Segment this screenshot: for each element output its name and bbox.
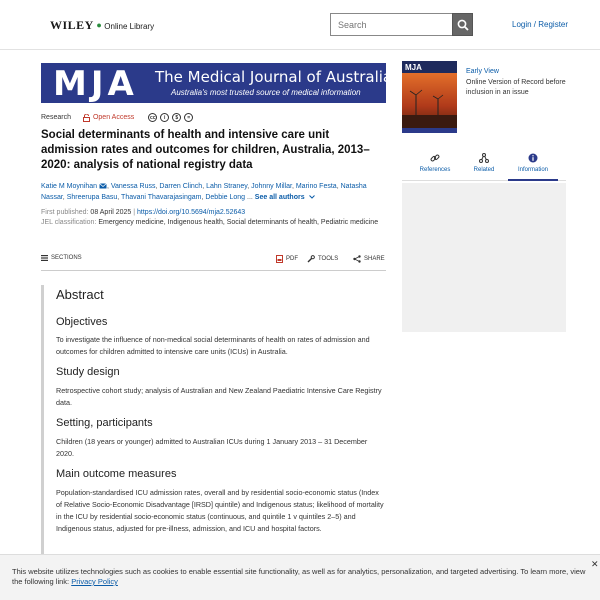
share-icon <box>353 255 361 263</box>
article-toolbar <box>41 255 386 267</box>
close-icon[interactable]: ✕ <box>591 559 599 569</box>
author-link[interactable]: Thavani Thavarajasingam <box>121 194 202 201</box>
network-icon <box>479 153 489 163</box>
author-link[interactable]: Vanessa Russ <box>110 183 156 190</box>
sections-button[interactable] <box>41 255 82 261</box>
tab-information[interactable] <box>508 148 558 181</box>
logo-dot-icon: ● <box>93 20 105 30</box>
objectives-text: To investigate the influence of non-medical social determinants of health on rates of admission and outcomes for children admitted to intensive care units (ICUs) in Australia. <box>56 335 370 356</box>
login-register-link[interactable]: Login / Register <box>512 20 569 29</box>
search-icon <box>457 19 469 31</box>
cc-icon: cc <box>149 114 156 121</box>
cover-label: MJA <box>405 63 422 72</box>
toolbar-divider <box>41 270 386 271</box>
sidebar-tabs <box>402 148 566 181</box>
pdf-icon <box>276 255 283 263</box>
nd-icon: = <box>184 113 193 122</box>
share-button[interactable] <box>353 255 385 263</box>
author-list: Katie M Moynihan , Vanessa Russ, Darren Clinch, Lahn Straney, Johnny Millar, Marino Festa, Natasha Nassar, Shreerupa Basu, Thavani Thavarajasingam, Debbie Long ... See all authors <box>41 183 367 201</box>
author-link[interactable]: Lahn Straney <box>206 183 248 190</box>
wrench-icon <box>307 255 315 263</box>
sections-label: SECTIONS <box>51 255 82 261</box>
cover-footer <box>402 128 457 133</box>
search-button[interactable] <box>452 13 473 36</box>
outcome-text: Population-standardised ICU admission rates, overall and by residential socio-economic status (Index of Relative Socio-Economic Disadvantage [IRSD] quintile) and Indigenous status; likelihood of mortality in the ICU by residential socio-economic status (continuous, and quintile 1 v quintiles 2–5) and Indigenous status, adjusted for pre-illness, admission, and ICU and hospital factors. <box>56 488 384 533</box>
author-link[interactable]: Katie M Moynihan <box>41 183 98 190</box>
tab-information-label: Information <box>517 167 548 173</box>
site-header <box>0 0 600 50</box>
early-view-title[interactable]: Early View <box>466 68 499 75</box>
search-input[interactable] <box>330 13 452 36</box>
by-icon: i <box>160 113 169 122</box>
journal-cover-image[interactable] <box>402 61 457 133</box>
author-link[interactable]: Debbie Long <box>205 194 246 201</box>
author-link[interactable]: Natasha Nassar <box>41 183 367 201</box>
email-icon[interactable] <box>99 183 107 189</box>
abstract-section <box>41 285 386 555</box>
abstract-heading: Abstract <box>56 287 104 302</box>
journal-banner[interactable] <box>41 63 393 104</box>
tools-label: TOOLS <box>318 256 339 262</box>
tab-references-label: References <box>419 167 451 173</box>
journal-acronym: MJA <box>53 64 138 104</box>
tab-related-label: Related <box>473 167 495 173</box>
study-design-text: Retrospective cohort study; analysis of Australian and New Zealand Paediatric Intensive Care Registry data. <box>56 386 382 407</box>
jel-label: JEL classification: <box>41 219 97 226</box>
nc-icon: $ <box>172 113 181 122</box>
wind-turbines-graphic <box>402 73 457 128</box>
journal-tagline: Australia's most trusted source of medical information <box>171 88 361 97</box>
journal-title: The Medical Journal of Australia <box>155 68 393 86</box>
doi-link[interactable]: https://doi.org/10.5694/mja2.52643 <box>137 209 246 216</box>
article-meta-row <box>41 113 193 122</box>
open-lock-icon <box>83 114 90 122</box>
license-icons[interactable] <box>148 113 193 122</box>
first-published-label: First published: <box>41 209 89 216</box>
pdf-button[interactable] <box>276 255 298 263</box>
tools-button[interactable] <box>307 255 338 263</box>
setting-text: Children (18 years or younger) admitted to Australian ICUs during 1 January 2013 – 31 December 2020. <box>56 437 368 458</box>
publication-info: First published: 08 April 2025 | https://doi.org/10.5694/mja2.52643 JEL classification: Emergency medicine, Indigenous health, Social determinants of health, Pediatric medicine <box>41 209 379 226</box>
see-all-authors-button[interactable]: See all authors <box>254 194 305 201</box>
chevron-down-icon <box>309 195 315 199</box>
list-icon <box>41 255 48 261</box>
logo-brand: WILEY <box>50 18 94 32</box>
article-type: Research <box>41 114 71 121</box>
pdf-label: PDF <box>286 256 298 262</box>
setting-heading: Setting, participants <box>56 417 153 429</box>
logo-library: Online Library <box>104 22 155 31</box>
cookie-text: This website utilizes technologies such as cookies to enable essential site functionality, as well as for analytics, personalization, and targeted advertising. To learn more, view the following link: <box>12 567 586 586</box>
wiley-logo[interactable] <box>50 18 154 33</box>
link-icon <box>430 153 440 163</box>
open-access-badge <box>83 114 134 122</box>
first-published-date: 08 April 2025 <box>90 209 132 216</box>
jel-classification: Emergency medicine, Indigenous health, Social determinants of health, Pediatric medicine <box>98 219 379 226</box>
author-link[interactable]: Marino Festa <box>295 183 337 190</box>
author-link[interactable]: Shreerupa Basu <box>66 194 118 201</box>
tab-references[interactable] <box>410 148 460 181</box>
outcome-heading: Main outcome measures <box>56 468 177 480</box>
cookie-banner <box>0 554 600 600</box>
article-title: Social determinants of health and intensive care unit admission rates and outcomes for children, Australia, 2013–2020: analysis of national registry data <box>41 129 370 171</box>
privacy-policy-link[interactable]: Privacy Policy <box>71 577 118 586</box>
author-link[interactable]: Johnny Millar <box>251 183 292 190</box>
sidebar-panel <box>402 183 566 332</box>
info-icon <box>528 153 538 163</box>
cover-artwork <box>402 73 457 128</box>
early-view-text: Online Version of Record before inclusion in an issue <box>466 79 566 96</box>
share-label: SHARE <box>364 256 385 262</box>
objectives-heading: Objectives <box>56 316 108 328</box>
open-access-label: Open Access <box>92 114 135 121</box>
author-link[interactable]: Darren Clinch <box>159 183 203 190</box>
study-design-heading: Study design <box>56 366 120 378</box>
tab-related[interactable] <box>459 148 509 181</box>
